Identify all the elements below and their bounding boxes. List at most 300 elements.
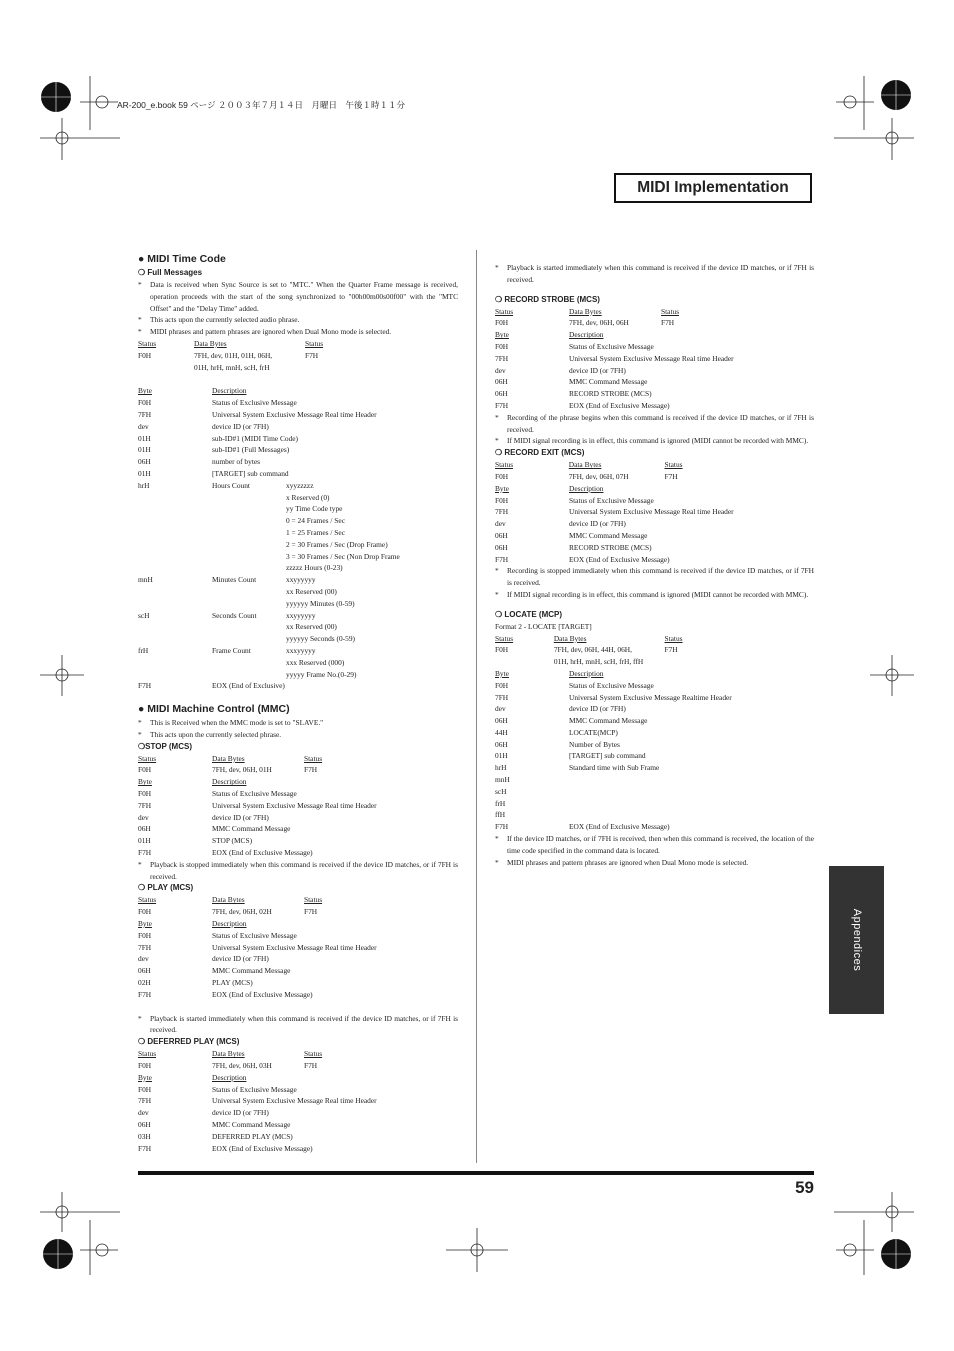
table-row: [495, 459, 814, 471]
table-cell: [569, 786, 809, 798]
table-row: [495, 365, 814, 377]
table-cell: 06H: [138, 966, 151, 976]
table-row: [138, 989, 458, 1001]
table-row: [495, 715, 814, 727]
subheading-stop: ❍STOP (MCS): [138, 741, 192, 751]
table-row: [138, 1084, 458, 1096]
subheading-play: ❍ PLAY (MCS): [138, 883, 194, 893]
table-row: [495, 786, 814, 798]
table-cell: Data Bytes: [212, 895, 245, 905]
footnote-text: If MIDI signal recording is in effect, this command is ignored (MIDI cannot be recorded with MMC).: [507, 436, 809, 446]
table-row: [495, 542, 814, 554]
table-row: [138, 397, 458, 409]
table-cell: [212, 633, 286, 645]
table-cell: Status of Exclusive Message: [569, 341, 654, 351]
footnote-asterisk: *: [138, 280, 142, 289]
table-row: [138, 456, 458, 468]
table-cell: 7FH: [495, 353, 509, 363]
table-cell: EOX (End of Exclusive): [212, 681, 285, 691]
table-cell: F0H: [138, 907, 152, 917]
table-cell: 7FH, dev, 06H, 44H, 06H,: [553, 645, 632, 655]
table-cell: Description: [212, 386, 247, 396]
table-cell: 06H: [495, 542, 508, 552]
table-cell: Description: [569, 330, 604, 340]
table-cell: [212, 503, 286, 515]
table-cell: [569, 798, 809, 810]
table-cell: 06H: [495, 389, 508, 399]
table-cell: Status: [138, 753, 157, 763]
table-cell: F0H: [138, 789, 152, 799]
table-cell: [569, 809, 809, 821]
table-cell: EOX (End of Exclusive Message): [569, 822, 670, 832]
table-cell: [212, 551, 286, 563]
table-cell: F0H: [138, 398, 152, 408]
table-cell: F7H: [138, 681, 152, 691]
left-column: [138, 250, 458, 1154]
table-row: [138, 764, 458, 776]
table-cell: device ID (or 7FH): [569, 704, 626, 714]
table-cell: Status: [138, 1049, 157, 1059]
table-cell: F7H: [138, 848, 152, 858]
table-cell: sub-ID#1 (Full Messages): [212, 445, 290, 455]
table-row: [495, 633, 814, 645]
table-cell: [212, 527, 286, 539]
table-cell: F7H: [138, 989, 152, 999]
table-cell: Data Bytes: [569, 306, 602, 316]
table-cell: F7H: [495, 554, 509, 564]
spacer: [138, 1001, 458, 1013]
table-row: [138, 1143, 458, 1155]
table-cell: F7H: [495, 822, 509, 832]
table-cell: Universal System Exclusive Message Real time Header: [569, 353, 734, 363]
table-row: [138, 823, 458, 835]
table-cell: F0H: [495, 318, 509, 328]
page-title: MIDI Implementation: [614, 173, 812, 203]
table-cell: F7H: [661, 318, 675, 328]
table-cell: [138, 562, 212, 574]
table-cell: 1 = 25 Frames / Sec: [286, 527, 345, 537]
table-cell: 03H: [138, 1131, 151, 1141]
table-cell: [138, 598, 212, 610]
table-cell: 06H: [138, 457, 151, 467]
table-cell: 7FH, dev, 06H, 03H: [212, 1061, 272, 1071]
file-info-line: AR-200_e.book 59 ページ ２００３年７月１４日 月曜日 午後１時１１分: [117, 100, 405, 110]
table-row: [138, 906, 458, 918]
footnote: [138, 717, 458, 729]
table-cell: PLAY (MCS): [212, 978, 253, 988]
table-cell: device ID (or 7FH): [212, 421, 269, 431]
table-row: [495, 329, 814, 341]
subheading-record-strobe: ❍ RECORD STROBE (MCS): [495, 294, 600, 304]
table-cell: frH: [495, 798, 506, 808]
side-tab-label: Appendices: [850, 908, 863, 972]
table-cell: zzzzz Hours (0-23): [286, 563, 343, 573]
table-cell: F0H: [495, 471, 509, 481]
table-cell: Standard time with Sub Frame: [569, 763, 660, 773]
table-row: [495, 317, 814, 329]
table-cell: [212, 669, 286, 681]
table-cell: 7FH: [138, 409, 152, 419]
table-cell: xxyyyyyy: [286, 575, 316, 585]
table-cell: [212, 621, 286, 633]
page-number: 59: [795, 1178, 814, 1197]
footnote-text: This acts upon the currently selected audio phrase.: [150, 315, 300, 325]
table-cell: 06H: [495, 377, 508, 387]
table-cell: 06H: [138, 824, 151, 834]
table-cell: dev: [138, 421, 149, 431]
table-row: [138, 362, 458, 374]
table-cell: [TARGET] sub command: [569, 751, 646, 761]
table-row: [495, 471, 814, 483]
table-row: [495, 506, 814, 518]
table-row: [138, 480, 458, 492]
footnote-text: This acts upon the currently selected phrase.: [150, 729, 282, 739]
table-cell: 06H: [138, 1120, 151, 1129]
table-cell: dev: [495, 704, 506, 714]
table-cell: mnH: [495, 775, 510, 785]
table-cell: 01H, hrH, mnH, scH, frH, ffH: [553, 657, 644, 667]
footnote: [138, 279, 458, 314]
table-cell: 2 = 30 Frames / Sec (Drop Frame): [286, 539, 388, 549]
footnote: [495, 857, 814, 869]
table-cell: MMC Command Message: [569, 377, 648, 387]
footnote: [138, 1013, 458, 1037]
table-row: [138, 1095, 458, 1107]
footnote-text: If MIDI signal recording is in effect, this command is ignored (MIDI cannot be recorded with MMC).: [507, 589, 809, 599]
table-cell: Data Bytes: [553, 633, 587, 643]
table-cell: sub-ID#1 (MIDI Time Code): [212, 433, 299, 443]
table-cell: Status: [664, 460, 683, 470]
table-cell: dev: [138, 812, 149, 822]
table-cell: 01H: [138, 445, 151, 455]
table-row: [495, 353, 814, 365]
table-cell: Byte: [138, 777, 152, 787]
table-cell: Status of Exclusive Message: [569, 495, 654, 505]
table-cell: [664, 656, 814, 668]
table-row: [495, 341, 814, 353]
table-cell: device ID (or 7FH): [212, 812, 269, 822]
table-row: [495, 388, 814, 400]
table-cell: 0 = 24 Frames / Sec: [286, 516, 345, 526]
section-heading-mtc: ● MIDI Time Code: [138, 253, 226, 265]
table-cell: 06H: [495, 716, 508, 726]
table-row: [138, 965, 458, 977]
subheading-full-messages: ❍ Full Messages: [138, 268, 203, 277]
table-row: [138, 1131, 458, 1143]
table-row: [138, 680, 458, 692]
table-row: [138, 1048, 458, 1060]
footnote-asterisk: *: [495, 566, 499, 576]
table-cell: Universal System Exclusive Message Real time Header: [212, 942, 377, 952]
table-row: [138, 918, 458, 930]
table-cell: Seconds Count: [212, 610, 257, 620]
table-cell: [212, 586, 286, 598]
table-row: [138, 350, 458, 362]
table-cell: [212, 492, 286, 504]
table-cell: number of bytes: [212, 457, 261, 467]
table-cell: [138, 657, 212, 669]
table-cell: [286, 680, 456, 692]
table-cell: MMC Command Message: [212, 1120, 291, 1129]
table-cell: F0H: [138, 930, 152, 940]
table-cell: 7FH, dev, 06H, 01H: [212, 765, 272, 775]
table-cell: yyyyyy Minutes (0-59): [286, 598, 355, 608]
table-cell: 3 = 30 Frames / Sec (Non Drop Frame: [286, 551, 400, 561]
table-row: [495, 656, 814, 668]
table-cell: F7H: [138, 1143, 152, 1153]
table-row: [138, 776, 458, 788]
table-cell: Hours Count: [212, 480, 250, 490]
table-cell: 7FH: [495, 507, 509, 517]
table-cell: 44H: [495, 727, 508, 737]
table-cell: F7H: [664, 645, 678, 655]
table-row: [138, 847, 458, 859]
table-cell: 7FH: [138, 942, 152, 952]
table-cell: [212, 657, 286, 669]
footnote-asterisk: *: [495, 412, 499, 422]
table-cell: device ID (or 7FH): [212, 1108, 269, 1118]
table-cell: Byte: [495, 330, 509, 340]
footnote-asterisk: *: [495, 589, 499, 599]
table-row: [138, 610, 458, 622]
footnote-text: If the device ID matches, or if 7FH is received, then when this command is received, the location of the time code specified in the command data is located.: [507, 834, 814, 855]
table-cell: [138, 515, 212, 527]
subheading-record-exit: ❍ RECORD EXIT (MCS): [495, 448, 585, 458]
table-row: [138, 1119, 458, 1131]
table-cell: Universal System Exclusive Message Real time Header: [212, 1096, 377, 1106]
table-cell: [286, 468, 456, 480]
table-cell: Status: [304, 1049, 323, 1059]
table-cell: Status of Exclusive Message: [212, 1084, 297, 1094]
footnote: [495, 435, 814, 447]
table-row: [138, 1107, 458, 1119]
table-cell: [138, 492, 212, 504]
table-cell: F0H: [138, 350, 152, 360]
footnote: [495, 262, 814, 286]
table-row: [138, 788, 458, 800]
footnote-asterisk: *: [138, 327, 142, 337]
table-cell: dev: [495, 519, 506, 529]
table-row: [138, 1072, 458, 1084]
table-cell: [138, 586, 212, 598]
table-cell: [138, 362, 194, 374]
table-cell: Data Bytes: [568, 460, 602, 470]
table-cell: 7FH, dev, 01H, 01H, 06H,: [194, 350, 273, 360]
table-cell: F7H: [495, 400, 509, 410]
table-cell: Description: [569, 483, 604, 493]
table-cell: x Reserved (0): [286, 492, 330, 502]
table-cell: [TARGET] sub command: [212, 468, 289, 478]
table-cell: [212, 515, 286, 527]
footnote: [495, 589, 814, 601]
table-cell: hrH: [138, 480, 150, 490]
table-cell: Status: [495, 633, 514, 643]
table-cell: [286, 421, 456, 433]
table-row: [495, 762, 814, 774]
table-cell: [212, 562, 286, 574]
table-cell: 7FH: [138, 1096, 152, 1106]
table-cell: xxyyyyyy: [286, 610, 316, 620]
table-cell: device ID (or 7FH): [569, 365, 626, 375]
table-row: [138, 421, 458, 433]
table-cell: yyyyyy Seconds (0-59): [286, 634, 355, 644]
table-cell: Data Bytes: [212, 753, 245, 763]
table-cell: [305, 362, 455, 374]
table-cell: device ID (or 7FH): [212, 954, 269, 964]
table-row: [495, 703, 814, 715]
table-row: [495, 739, 814, 751]
table-cell: Minutes Count: [212, 575, 257, 585]
table-row: [138, 835, 458, 847]
table-cell: scH: [138, 610, 150, 620]
table-row: [138, 468, 458, 480]
table-cell: [212, 539, 286, 551]
table-cell: Description: [212, 1072, 247, 1082]
table-row: [138, 669, 458, 681]
table-cell: Data Bytes: [212, 1049, 245, 1059]
table-cell: [138, 527, 212, 539]
footnote-asterisk: *: [138, 315, 142, 325]
table-cell: EOX (End of Exclusive Message): [569, 400, 670, 410]
table-cell: Universal System Exclusive Message Real time Header: [569, 507, 734, 517]
table-cell: EOX (End of Exclusive Message): [212, 848, 313, 858]
table-row: [495, 821, 814, 833]
table-row: [138, 753, 458, 765]
table-cell: F0H: [138, 1084, 152, 1094]
footnote-text: Data is received when Sync Source is set to "MTC." When the Quarter Frame message is received, operation proceeds with the start of the song synchronized to "00h00m00s00f00" with the "MTC Offset" and the "Delay Time" added.: [150, 280, 458, 313]
table-row: [138, 633, 458, 645]
table-row: [495, 750, 814, 762]
table-cell: Status: [304, 753, 323, 763]
subheading-locate: ❍ LOCATE (MCP): [495, 609, 563, 619]
table-row: [138, 1060, 458, 1072]
table-row: [495, 483, 814, 495]
table-cell: Byte: [495, 483, 509, 493]
table-cell: F7H: [304, 765, 318, 775]
table-row: [138, 433, 458, 445]
footnote-asterisk: *: [495, 436, 499, 446]
table-row: [495, 530, 814, 542]
table-row: [138, 800, 458, 812]
footnote: [138, 859, 458, 883]
footnote: [495, 833, 814, 857]
footnote: [138, 314, 458, 326]
spacer: [495, 286, 814, 294]
footnote: [138, 729, 458, 741]
table-cell: EOX (End of Exclusive Message): [569, 554, 670, 564]
table-cell: [495, 656, 554, 668]
table-cell: DEFERRED PLAY (MCS): [212, 1131, 293, 1141]
table-row: [495, 774, 814, 786]
table-cell: F0H: [495, 341, 509, 351]
table-row: [495, 495, 814, 507]
table-cell: xyyzzzzz: [286, 480, 314, 490]
table-cell: hrH: [495, 763, 507, 773]
table-cell: Data Bytes: [194, 338, 227, 348]
footnote-asterisk: *: [138, 729, 142, 739]
table-row: [138, 621, 458, 633]
table-cell: 7FH: [495, 692, 509, 702]
section-heading-mmc: ● MIDI Machine Control (MMC): [138, 703, 290, 716]
table-cell: 7FH, dev, 06H, 02H: [212, 907, 272, 917]
footnote: [495, 565, 814, 589]
table-row: [495, 668, 814, 680]
table-row: [138, 598, 458, 610]
table-cell: [286, 409, 456, 421]
table-cell: xx Reserved (00): [286, 622, 337, 632]
table-cell: scH: [495, 786, 507, 796]
table-cell: F7H: [305, 350, 319, 360]
table-cell: [138, 551, 212, 563]
table-cell: [286, 397, 456, 409]
table-cell: Status: [495, 306, 514, 316]
table-row: [495, 644, 814, 656]
table-cell: Byte: [138, 386, 152, 396]
table-row: [495, 306, 814, 318]
right-column: [495, 262, 814, 868]
table-cell: Universal System Exclusive Message Real time Header: [212, 800, 377, 810]
table-cell: 02H: [138, 978, 151, 988]
table-row: [138, 977, 458, 989]
footnote-text: This is Received when the MMC mode is set to "SLAVE.": [150, 718, 324, 728]
table-cell: Universal System Exclusive Message Real time Header: [212, 409, 377, 419]
table-cell: 01H, hrH, mnH, scH, frH: [194, 362, 270, 372]
footnote-asterisk: *: [495, 263, 499, 272]
table-cell: 7FH, dev, 06H, 06H: [569, 318, 629, 328]
table-cell: MMC Command Message: [569, 530, 648, 540]
table-cell: dev: [138, 1108, 149, 1118]
table-cell: [138, 669, 212, 681]
footnote-asterisk: *: [138, 718, 142, 728]
footnote-asterisk: *: [138, 859, 142, 869]
table-row: [138, 657, 458, 669]
table-row: [138, 894, 458, 906]
spacer: [495, 601, 814, 609]
table-row: [138, 409, 458, 421]
table-cell: Universal System Exclusive Message Realtime Header: [569, 692, 732, 702]
table-cell: [138, 621, 212, 633]
table-cell: Description: [212, 919, 247, 929]
table-cell: xxx Reserved (000): [286, 657, 345, 667]
table-row: [138, 503, 458, 515]
table-row: [495, 692, 814, 704]
table-row: [138, 338, 458, 350]
table-row: [495, 554, 814, 566]
table-cell: device ID (or 7FH): [569, 519, 626, 529]
footnote-text: Playback is stopped immediately when this command is received if the device ID matches, or if 7FH is received.: [150, 859, 458, 881]
table-cell: frH: [138, 645, 149, 655]
table-cell: 01H: [138, 836, 151, 846]
table-row: [138, 953, 458, 965]
table-cell: [569, 774, 809, 786]
table-row: [138, 574, 458, 586]
table-cell: Byte: [138, 1072, 152, 1082]
table-cell: F0H: [495, 495, 509, 505]
footnote: [495, 412, 814, 436]
side-tab: [829, 866, 884, 1014]
table-row: [495, 518, 814, 530]
table-row: [138, 812, 458, 824]
table-cell: STOP (MCS): [212, 836, 253, 846]
footnote-text: Playback is started immediately when this command is received if the device ID matches, or if 7FH is received.: [507, 263, 814, 284]
table-row: [138, 645, 458, 657]
table-cell: Status of Exclusive Message: [212, 930, 297, 940]
spacer: [138, 373, 458, 385]
table-row: [495, 798, 814, 810]
column-divider: [476, 250, 477, 1163]
locate-format: Format 2 - LOCATE [TARGET]: [495, 621, 592, 631]
table-row: [138, 515, 458, 527]
